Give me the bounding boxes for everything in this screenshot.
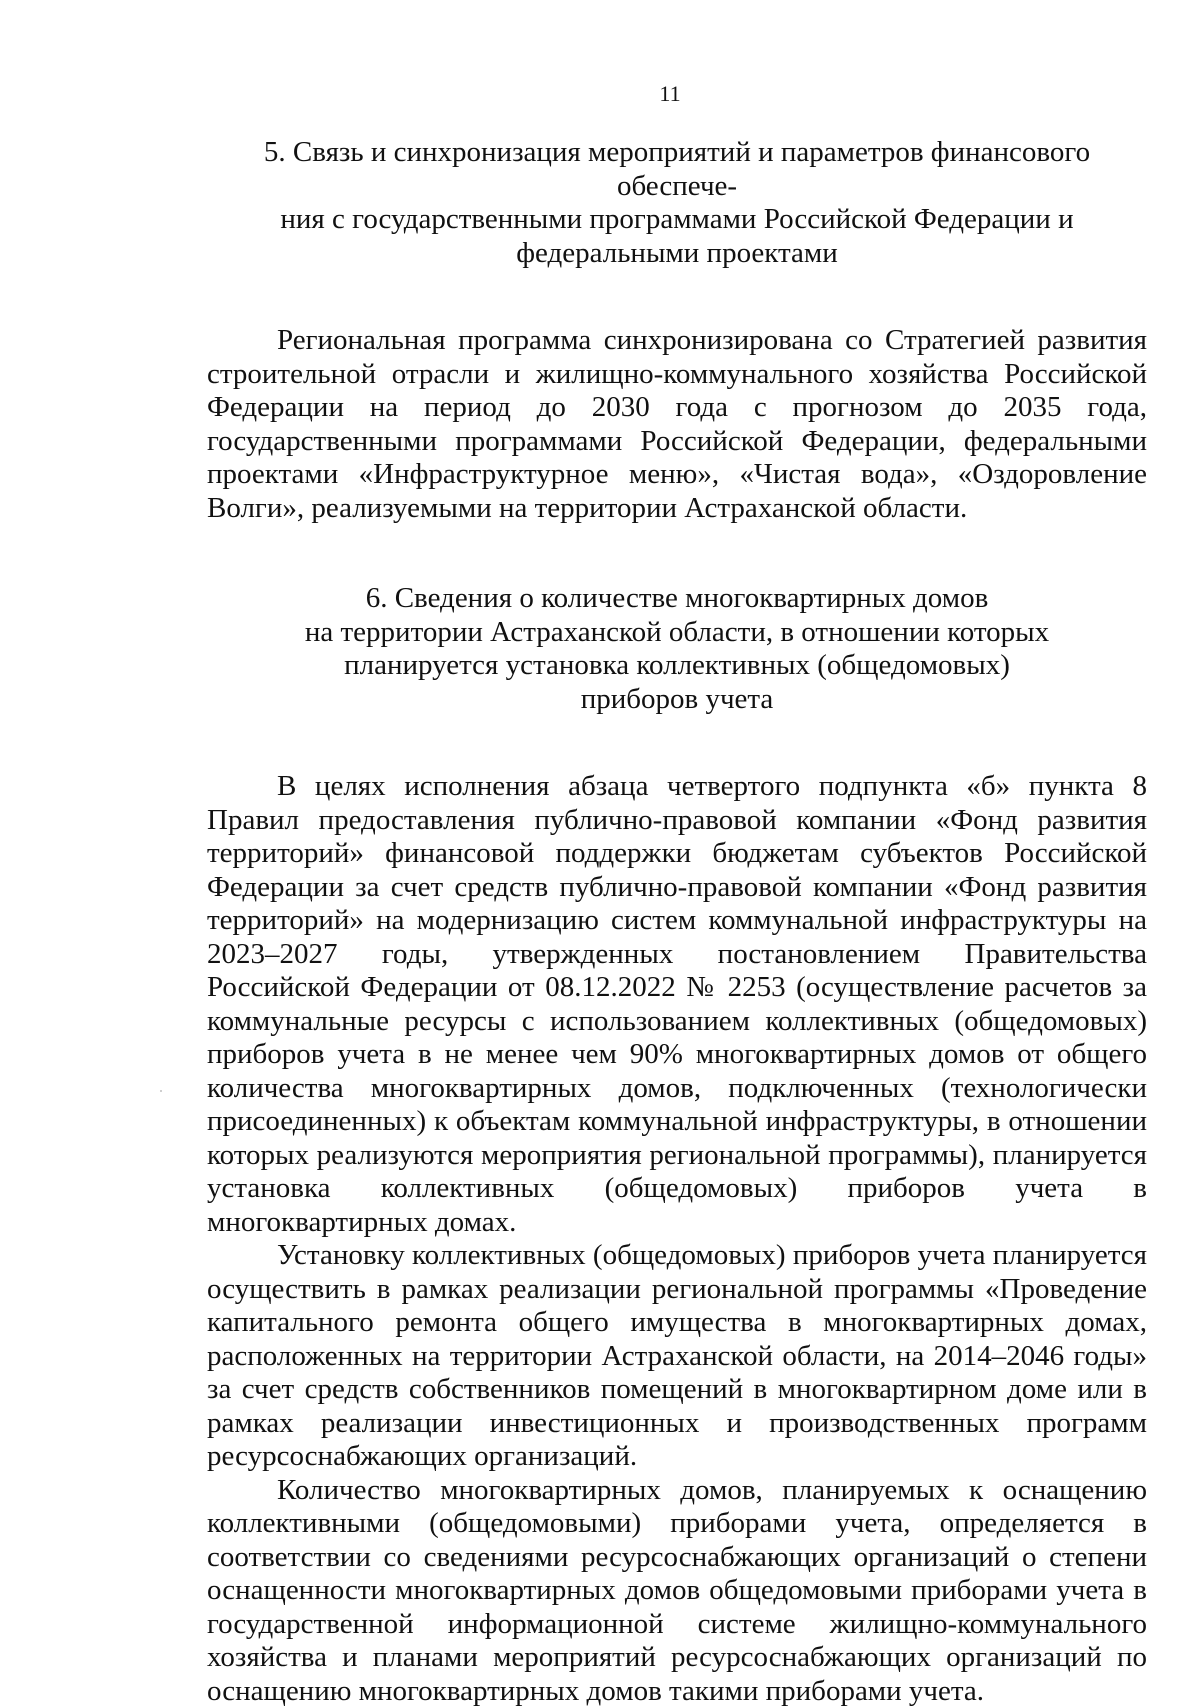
- section-6-heading: [207, 582, 1147, 716]
- section-5-paragraph: Региональная программа синхронизирована со Стратегией развития строительной отрасли и жилищно-коммунального хозяйства Российской Федерации на период до 2030 года с прогнозом до 2035 года, государственными программами Российской Федерации, федеральными проектами «Инфраструктурное меню», «Чистая вода», «Оздоровление Волги», реализуемыми на территории Астраханской области.: [207, 324, 1147, 525]
- section-5-heading: [207, 136, 1147, 270]
- page-number: 11: [70, 80, 1200, 108]
- section-6-heading-line: планируется установка коллективных (общедомовых): [207, 649, 1147, 683]
- section-6-heading-line: приборов учета: [207, 683, 1147, 717]
- section-5-heading-line: ния с государственными программами Российской Федерации и: [207, 203, 1147, 237]
- section-6-heading-line: 6. Сведения о количестве многоквартирных домов: [207, 582, 1147, 616]
- section-6-paragraph: Количество многоквартирных домов, планируемых к оснащению коллективными (общедомовыми) приборами учета, определяется в соответствии со сведениями ресурсоснабжающих организаций о степени оснащенности многоквартирных домов общедомовыми приборами учета в государственной информационной системе жилищно-коммунального хозяйства и планами мероприятий ресурсоснабжающих организаций по оснащению многоквартирных домов такими приборами учета.: [207, 1474, 1147, 1708]
- section-5-heading-line: 5. Связь и синхронизация мероприятий и параметров финансового обеспече-: [207, 136, 1147, 203]
- section-6-paragraph: В целях исполнения абзаца четвертого подпункта «б» пункта 8 Правил предоставления публично-правовой компании «Фонд развития территорий» финансовой поддержки бюджетам субъектов Российской Федерации за счет средств публично-правовой компании «Фонд развития территорий» на модернизацию систем коммунальной инфраструктуры на 2023–2027 годы, утвержденных постановлением Правительства Российской Федерации от 08.12.2022 № 2253 (осуществление расчетов за коммунальные ресурсы с использованием коллективных (общедомовых) приборов учета в не менее чем 90% многоквартирных домов от общего количества многоквартирных домов, подключенных (технологически присоединенных) к объектам коммунальной инфраструктуры, в отношении которых реализуются мероприятия региональной программы), планируется установка коллективных (общедомовых) приборов учета в многоквартирных домах.: [207, 770, 1147, 1239]
- section-5-heading-line: федеральными проектами: [207, 237, 1147, 271]
- page-content: [207, 136, 1147, 1708]
- section-6-heading-line: на территории Астраханской области, в отношении которых: [207, 616, 1147, 650]
- scan-artifact: [160, 1090, 162, 1092]
- section-6-paragraph: Установку коллективных (общедомовых) приборов учета планируется осуществить в рамках реализации региональной программы «Проведение капитального ремонта общего имущества в многоквартирных домах, расположенных на территории Астраханской области, на 2014–2046 годы» за счет средств собственников помещений в многоквартирном доме или в рамках реализации инвестиционных и производственных программ ресурсоснабжающих организаций.: [207, 1239, 1147, 1474]
